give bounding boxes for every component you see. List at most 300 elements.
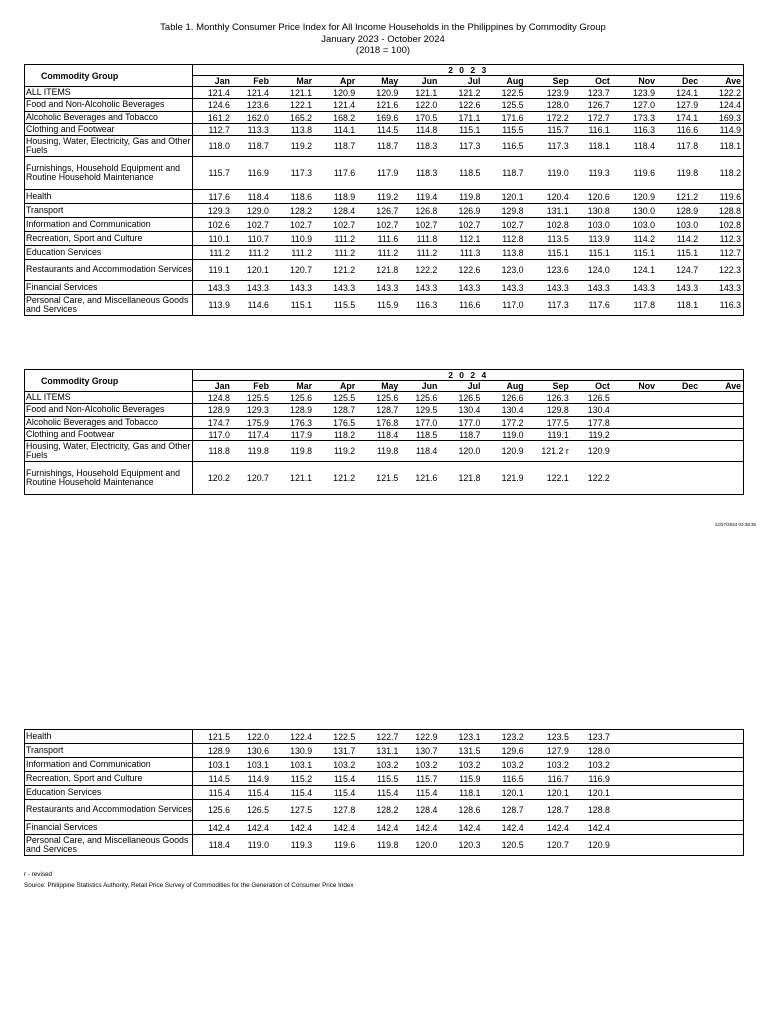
table-row [25, 218, 744, 232]
index-value: 119.8 [357, 835, 400, 856]
index-value: 128.9 [193, 744, 232, 758]
index-value: 117.3 [439, 136, 482, 157]
index-value: 120.9 [571, 441, 612, 462]
index-value: 126.8 [400, 204, 439, 218]
index-value: 131.1 [526, 204, 571, 218]
index-value: 102.7 [357, 218, 400, 232]
index-value [700, 786, 743, 800]
index-value: 120.4 [526, 190, 571, 204]
index-value: 126.3 [526, 392, 571, 404]
index-value: 143.3 [271, 281, 314, 295]
index-value [657, 772, 700, 786]
month-header: Ave [700, 76, 743, 87]
index-value: 111.2 [232, 246, 271, 260]
index-value: 117.8 [612, 295, 657, 316]
index-value: 121.8 [357, 260, 400, 281]
index-value [657, 392, 700, 404]
index-value: 115.1 [571, 246, 612, 260]
index-value: 174.7 [193, 417, 232, 429]
index-value: 123.0 [482, 260, 525, 281]
index-value: 114.2 [657, 232, 700, 246]
index-value: 127.9 [657, 99, 700, 112]
index-value: 121.2 r [526, 441, 571, 462]
index-value: 123.6 [526, 260, 571, 281]
table-row [25, 87, 744, 99]
index-value: 120.9 [612, 190, 657, 204]
index-value: 111.2 [314, 232, 357, 246]
index-value: 121.2 [657, 190, 700, 204]
index-value: 142.4 [232, 821, 271, 835]
table-row [25, 136, 744, 157]
index-value: 128.8 [571, 800, 612, 821]
index-value: 120.1 [232, 260, 271, 281]
index-value: 143.3 [232, 281, 271, 295]
table-row [25, 232, 744, 246]
month-header: Jun [400, 76, 439, 87]
commodity-group-label: Transport [25, 744, 193, 758]
table-row [25, 758, 744, 772]
index-value: 122.9 [400, 730, 439, 744]
index-value: 170.5 [400, 112, 439, 124]
index-value: 120.9 [314, 87, 357, 99]
index-value: 117.6 [571, 295, 612, 316]
table-row [25, 417, 744, 429]
index-value: 122.5 [482, 87, 525, 99]
index-value [700, 462, 743, 495]
index-value [657, 429, 700, 441]
index-value: 142.4 [400, 821, 439, 835]
table-row [25, 772, 744, 786]
commodity-group-label: Furnishings, Household Equipment and Routine Household Maintenance [25, 462, 193, 495]
table-row [25, 821, 744, 835]
table-row [25, 295, 744, 316]
index-value: 124.7 [657, 260, 700, 281]
index-value: 120.7 [232, 462, 271, 495]
table-title [0, 22, 766, 57]
index-value: 161.2 [193, 112, 232, 124]
index-value [612, 772, 657, 786]
index-value: 129.3 [193, 204, 232, 218]
index-value: 130.4 [571, 404, 612, 417]
index-value: 121.2 [314, 462, 357, 495]
index-value: 172.2 [526, 112, 571, 124]
month-header: Jan [193, 76, 232, 87]
index-value: 113.3 [232, 124, 271, 136]
index-value [612, 835, 657, 856]
index-value: 120.1 [482, 190, 525, 204]
index-value: 126.5 [439, 392, 482, 404]
index-value: 143.3 [571, 281, 612, 295]
year-label: 2 0 2 3 [193, 65, 744, 76]
index-value: 122.2 [571, 462, 612, 495]
index-value: 122.0 [232, 730, 271, 744]
month-header: Mar [271, 76, 314, 87]
index-value [612, 441, 657, 462]
table-row [25, 99, 744, 112]
index-value: 143.3 [612, 281, 657, 295]
index-value: 128.6 [439, 800, 482, 821]
index-value: 142.4 [571, 821, 612, 835]
index-value [700, 392, 743, 404]
index-value: 121.4 [232, 87, 271, 99]
index-value: 130.7 [400, 744, 439, 758]
commodity-group-label: Recreation, Sport and Culture [25, 772, 193, 786]
index-value: 128.9 [271, 404, 314, 417]
table-row [25, 800, 744, 821]
index-value: 113.5 [526, 232, 571, 246]
index-value: 126.5 [232, 800, 271, 821]
index-value: 122.1 [526, 462, 571, 495]
index-value: 121.9 [482, 462, 525, 495]
month-header: Mar [271, 381, 314, 392]
index-value: 142.4 [357, 821, 400, 835]
index-value: 142.4 [271, 821, 314, 835]
index-value: 119.8 [439, 190, 482, 204]
index-value: 120.2 [193, 462, 232, 495]
index-value: 125.5 [232, 392, 271, 404]
table-row [25, 190, 744, 204]
commodity-group-label: Health [25, 730, 193, 744]
index-value: 143.3 [657, 281, 700, 295]
index-value: 119.6 [314, 835, 357, 856]
index-value: 174.1 [657, 112, 700, 124]
index-value: 118.0 [193, 136, 232, 157]
index-value: 143.3 [482, 281, 525, 295]
index-value: 125.6 [400, 392, 439, 404]
table-row [25, 157, 744, 190]
index-value: 119.8 [232, 441, 271, 462]
index-value: 122.0 [400, 99, 439, 112]
month-header: Sep [526, 381, 571, 392]
commodity-group-label: Financial Services [25, 821, 193, 835]
index-value: 103.2 [526, 758, 571, 772]
commodity-group-label: Alcoholic Beverages and Tobacco [25, 112, 193, 124]
commodity-group-label: Furnishings, Household Equipment and Routine Household Maintenance [25, 157, 193, 190]
index-value: 102.6 [193, 218, 232, 232]
index-value: 118.4 [357, 429, 400, 441]
index-value: 116.3 [700, 295, 743, 316]
index-value: 118.6 [271, 190, 314, 204]
index-value: 128.4 [400, 800, 439, 821]
index-value: 122.5 [314, 730, 357, 744]
commodity-group-label: Food and Non-Alcoholic Beverages [25, 99, 193, 112]
table-row [25, 404, 744, 417]
index-value: 123.6 [232, 99, 271, 112]
index-value: 103.0 [657, 218, 700, 232]
index-value: 127.0 [612, 99, 657, 112]
index-value: 131.7 [314, 744, 357, 758]
index-value: 124.0 [571, 260, 612, 281]
index-value: 118.9 [314, 190, 357, 204]
index-value: 142.4 [193, 821, 232, 835]
commodity-group-label: Education Services [25, 246, 193, 260]
index-value: 118.7 [482, 157, 525, 190]
commodity-group-label: ALL ITEMS [25, 87, 193, 99]
index-value: 128.7 [526, 800, 571, 821]
index-value: 117.8 [657, 136, 700, 157]
index-value [657, 835, 700, 856]
index-value: 124.8 [193, 392, 232, 404]
month-header: Dec [657, 381, 700, 392]
index-value [657, 744, 700, 758]
index-value: 118.4 [193, 835, 232, 856]
index-value: 120.9 [482, 441, 525, 462]
index-value: 117.0 [482, 295, 525, 316]
index-value: 177.2 [482, 417, 525, 429]
index-value: 115.9 [439, 772, 482, 786]
index-value: 114.6 [232, 295, 271, 316]
index-value: 118.1 [657, 295, 700, 316]
index-value: 113.9 [571, 232, 612, 246]
index-value: 125.5 [314, 392, 357, 404]
month-header: Nov [612, 381, 657, 392]
index-value: 114.9 [232, 772, 271, 786]
commodity-group-label: Housing, Water, Electricity, Gas and Other Fuels [25, 441, 193, 462]
index-value: 131.5 [439, 744, 482, 758]
index-value: 115.9 [357, 295, 400, 316]
commodity-group-label: Personal Care, and Miscellaneous Goods and Services [25, 835, 193, 856]
index-value: 120.0 [400, 835, 439, 856]
index-value: 103.2 [571, 758, 612, 772]
commodity-group-label: Clothing and Footwear [25, 124, 193, 136]
index-value: 123.1 [439, 730, 482, 744]
index-value: 143.3 [526, 281, 571, 295]
index-value: 103.2 [483, 758, 526, 772]
index-value: 117.4 [232, 429, 271, 441]
month-header: Jul [439, 381, 482, 392]
commodity-group-label: Information and Communication [25, 218, 193, 232]
index-value: 129.6 [483, 744, 526, 758]
index-value: 115.1 [612, 246, 657, 260]
index-value: 120.3 [439, 835, 482, 856]
index-value: 128.0 [526, 99, 571, 112]
index-value: 115.1 [439, 124, 482, 136]
index-value: 118.3 [400, 136, 439, 157]
index-value: 115.5 [357, 772, 400, 786]
index-value: 119.0 [526, 157, 571, 190]
index-value: 103.2 [357, 758, 400, 772]
month-header: May [357, 76, 400, 87]
index-value: 125.5 [482, 99, 525, 112]
index-value: 121.6 [357, 99, 400, 112]
index-value: 131.1 [357, 744, 400, 758]
index-value: 119.4 [400, 190, 439, 204]
index-value: 114.9 [700, 124, 743, 136]
index-value: 103.2 [400, 758, 439, 772]
index-value: 130.8 [571, 204, 612, 218]
index-value: 117.0 [193, 429, 232, 441]
index-value [700, 821, 743, 835]
index-value: 121.1 [400, 87, 439, 99]
index-value: 119.6 [700, 190, 743, 204]
table-row [25, 124, 744, 136]
index-value: 119.8 [357, 441, 400, 462]
index-value: 103.1 [232, 758, 271, 772]
index-value [657, 441, 700, 462]
index-value [612, 730, 657, 744]
index-value: 111.2 [271, 246, 314, 260]
index-value: 116.9 [571, 772, 612, 786]
index-value [612, 462, 657, 495]
index-value: 177.8 [571, 417, 612, 429]
index-value: 115.4 [232, 786, 271, 800]
index-value: 143.3 [314, 281, 357, 295]
index-value: 119.0 [482, 429, 525, 441]
index-value: 128.2 [357, 800, 400, 821]
index-value: 128.7 [483, 800, 526, 821]
index-value [612, 744, 657, 758]
index-value: 115.4 [314, 786, 357, 800]
print-timestamp: 12/27/2024 03:39:36 [714, 522, 756, 527]
index-value [657, 758, 700, 772]
index-value: 118.4 [232, 190, 271, 204]
index-value: 121.4 [193, 87, 232, 99]
index-value: 169.3 [700, 112, 743, 124]
index-value: 116.7 [526, 772, 571, 786]
index-value: 172.7 [571, 112, 612, 124]
index-value: 120.7 [526, 835, 571, 856]
index-value: 119.1 [526, 429, 571, 441]
index-value: 128.2 [271, 204, 314, 218]
index-value: 119.6 [612, 157, 657, 190]
commodity-group-header: Commodity Group [25, 65, 193, 87]
index-value: 120.1 [483, 786, 526, 800]
index-value [657, 417, 700, 429]
index-value [657, 462, 700, 495]
index-value: 142.4 [439, 821, 482, 835]
index-value: 124.1 [657, 87, 700, 99]
index-value: 130.9 [271, 744, 314, 758]
index-value: 102.7 [232, 218, 271, 232]
index-value: 103.1 [193, 758, 232, 772]
title-line-3: (2018 = 100) [355, 45, 411, 56]
index-value: 102.7 [439, 218, 482, 232]
index-value: 120.6 [571, 190, 612, 204]
index-value: 112.7 [700, 246, 743, 260]
index-value: 115.1 [271, 295, 314, 316]
index-value: 118.3 [400, 157, 439, 190]
index-value: 120.1 [571, 786, 612, 800]
index-value: 120.1 [526, 786, 571, 800]
table-row [25, 462, 744, 495]
index-value: 116.5 [483, 772, 526, 786]
index-value: 130.4 [482, 404, 525, 417]
month-header: Jul [439, 76, 482, 87]
index-value: 143.3 [439, 281, 482, 295]
index-value: 117.3 [526, 136, 571, 157]
index-value: 113.9 [193, 295, 232, 316]
index-value: 115.2 [271, 772, 314, 786]
index-value: 110.9 [271, 232, 314, 246]
index-value: 121.5 [357, 462, 400, 495]
index-value: 128.7 [314, 404, 357, 417]
index-value: 128.9 [193, 404, 232, 417]
index-value: 120.5 [483, 835, 526, 856]
index-value: 177.0 [439, 417, 482, 429]
index-value [612, 821, 657, 835]
index-value: 102.7 [482, 218, 525, 232]
index-value: 119.2 [271, 136, 314, 157]
index-value: 114.1 [314, 124, 357, 136]
commodity-group-label: Alcoholic Beverages and Tobacco [25, 417, 193, 429]
index-value: 111.2 [400, 246, 439, 260]
index-value: 129.8 [526, 404, 571, 417]
index-value: 114.8 [400, 124, 439, 136]
index-value: 121.8 [439, 462, 482, 495]
index-value: 130.4 [439, 404, 482, 417]
index-value: 117.6 [314, 157, 357, 190]
year-header-row [25, 370, 744, 381]
index-value: 122.6 [439, 99, 482, 112]
index-value: 122.6 [439, 260, 482, 281]
commodity-group-label: Education Services [25, 786, 193, 800]
commodity-group-label: Housing, Water, Electricity, Gas and Other Fuels [25, 136, 193, 157]
index-value: 142.4 [483, 821, 526, 835]
table-row [25, 392, 744, 404]
index-value [700, 772, 743, 786]
commodity-group-label: Health [25, 190, 193, 204]
index-value: 115.1 [526, 246, 571, 260]
index-value: 117.9 [357, 157, 400, 190]
index-value: 125.6 [357, 392, 400, 404]
index-value: 120.0 [439, 441, 482, 462]
index-value: 177.0 [400, 417, 439, 429]
index-value: 130.6 [232, 744, 271, 758]
index-value: 115.7 [526, 124, 571, 136]
table-row [25, 112, 744, 124]
commodity-group-label: Food and Non-Alcoholic Beverages [25, 404, 193, 417]
index-value [612, 758, 657, 772]
index-value [612, 417, 657, 429]
index-value [700, 835, 743, 856]
index-value [612, 429, 657, 441]
index-value: 118.4 [612, 136, 657, 157]
title-line-1: Table 1. Monthly Consumer Price Index for All Income Households in the Philippines by Commodity Group [160, 22, 606, 33]
index-value: 114.5 [193, 772, 232, 786]
index-value [700, 404, 743, 417]
month-header: Jun [400, 381, 439, 392]
table-row [25, 204, 744, 218]
index-value: 111.2 [357, 246, 400, 260]
index-value: 115.4 [314, 772, 357, 786]
index-value: 110.1 [193, 232, 232, 246]
table-row [25, 260, 744, 281]
index-value: 127.8 [314, 800, 357, 821]
index-value: 129.0 [232, 204, 271, 218]
index-value: 115.5 [482, 124, 525, 136]
commodity-group-label: Recreation, Sport and Culture [25, 232, 193, 246]
index-value: 115.4 [400, 786, 439, 800]
index-value: 118.2 [700, 157, 743, 190]
index-value [700, 429, 743, 441]
index-value [657, 786, 700, 800]
index-value: 103.0 [612, 218, 657, 232]
index-value: 114.5 [357, 124, 400, 136]
index-value: 125.6 [193, 800, 232, 821]
month-header: Jan [193, 381, 232, 392]
index-value: 115.4 [193, 786, 232, 800]
index-value [657, 730, 700, 744]
index-value: 115.7 [193, 157, 232, 190]
index-value: 118.5 [439, 157, 482, 190]
index-value: 115.5 [314, 295, 357, 316]
commodity-group-label: Personal Care, and Miscellaneous Goods and Services [25, 295, 193, 316]
index-value: 103.2 [439, 758, 482, 772]
month-header: Nov [612, 76, 657, 87]
index-value: 111.3 [439, 246, 482, 260]
month-header: Aug [482, 381, 525, 392]
index-value: 117.3 [526, 295, 571, 316]
